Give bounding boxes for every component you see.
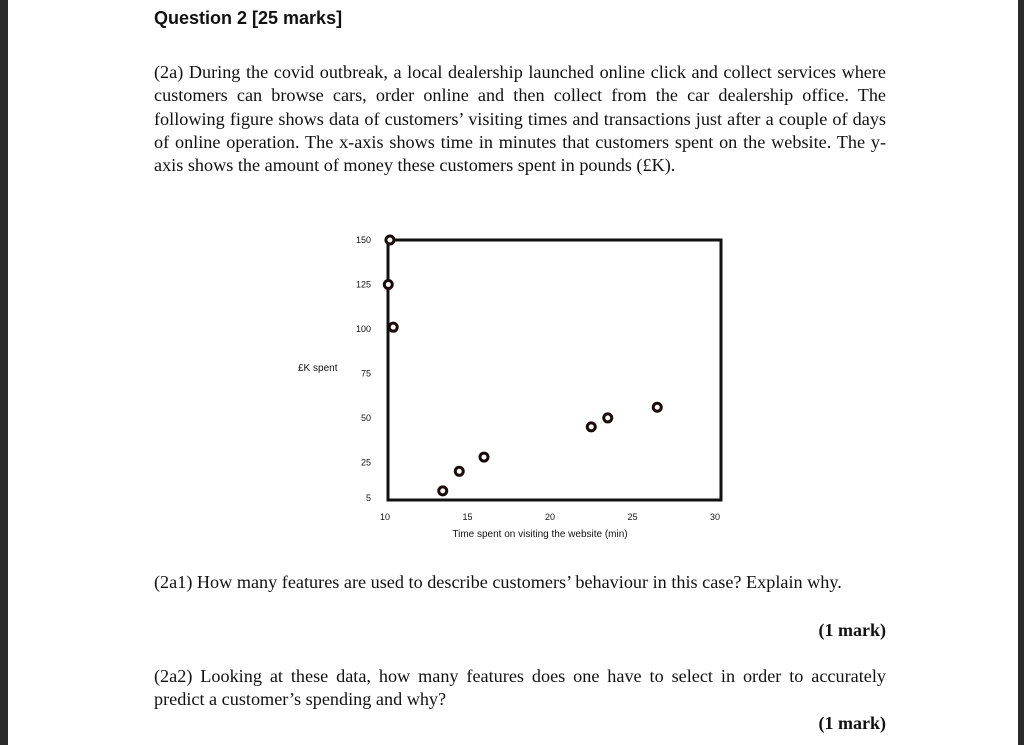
x-tick-label: 10 [379,512,391,522]
y-tick-label: 125 [355,279,371,290]
data-point [653,403,661,411]
data-point [384,280,392,288]
scatter-chart [278,225,748,545]
y-tick-label: 100 [355,323,371,334]
x-tick-labels [380,512,720,522]
data-point [587,423,595,431]
y-tick-label: 50 [360,412,371,423]
x-tick-label: 15 [462,512,473,522]
question-intro: (2a) During the covid outbreak, a local dealership launched online click and collect services where customers can browse cars, order online and then collect from the car dealership office. The following figure shows data of customers’ visiting times and transactions just after a couple of days of online operation. The x-axis shows time in minutes that customers spent on the website. The y-axis shows the amount of money these customers spent in pounds (£K). [154,62,886,176]
question-2a1-marks: (1 mark) [818,620,886,640]
document-sheet [8,0,1018,745]
question-2a1: (2a1) How many features are used to describe customers’ behaviour in this case? Explain why. [154,572,842,592]
data-point [439,487,447,495]
data-point [386,236,394,244]
x-tick-label: 25 [627,512,638,522]
y-tick-label: 75 [360,368,371,379]
y-tick-label: 5 [365,493,371,503]
y-tick-label: 25 [360,457,371,468]
data-points [384,236,661,495]
x-tick-label: 20 [544,512,556,522]
question-2a2: (2a2) Looking at these data, how many features does one have to select in order to accurately predict a customer’s spending and why? [154,666,886,710]
y-tick-labels [356,235,371,503]
question-2a2-marks: (1 mark) [818,713,886,733]
plot-frame [388,240,721,500]
x-axis-label: Time spent on visiting the website (min) [452,529,628,540]
data-point [604,414,612,422]
y-axis-label: £K spent [298,363,338,374]
x-tick-label: 30 [709,512,721,522]
y-tick-label: 150 [355,235,371,245]
question-title: Question 2 [25 marks] [154,8,343,28]
data-point [455,467,463,475]
data-point [480,453,488,461]
data-point [389,323,397,331]
